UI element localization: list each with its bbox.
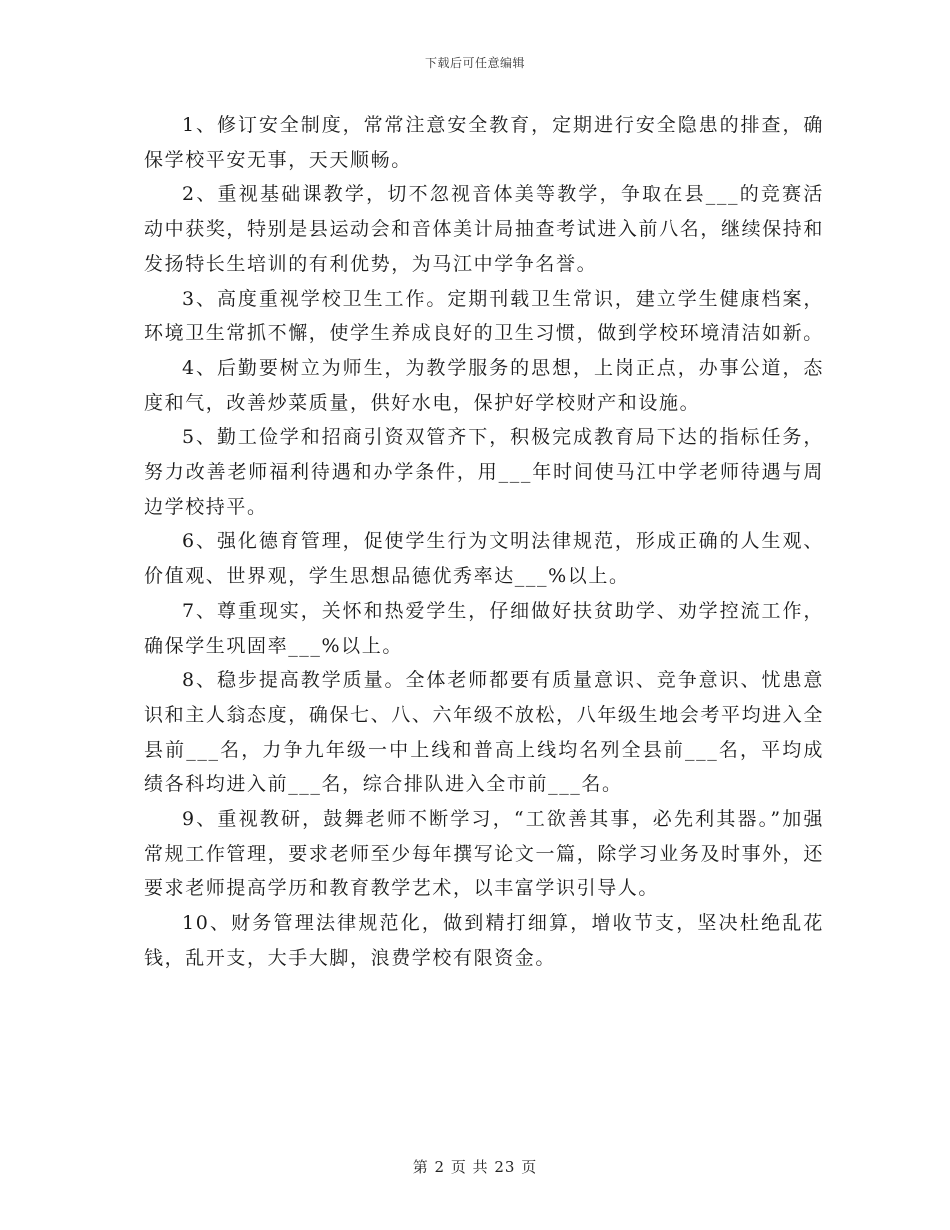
- list-item: 5、勤工俭学和招商引资双管齐下，积极完成教育局下达的指标任务，努力改善老师福利待遇和办学条件，用___年时间使马江中学老师待遇与周边学校持平。: [144, 426, 824, 518]
- list-item: 3、高度重视学校卫生工作。定期刊载卫生常识，建立学生健康档案，环境卫生常抓不懈，使学生养成良好的卫生习惯，做到学校环境清洁如新。: [144, 287, 824, 345]
- document-body: [144, 108, 824, 976]
- page-header-note: 下载后可任意编辑: [424, 56, 525, 70]
- list-item: 9、重视教研，鼓舞老师不断学习，“工欲善其事，必先利其器。”加强常规工作管理，要求老师至少每年撰写论文一篇，除学习业务及时事外，还要求老师提高学历和教育教学艺术，以丰富学识引导人。: [144, 808, 824, 900]
- page-number: 第 2 页 共 23 页: [412, 1158, 538, 1176]
- list-item: 4、后勤要树立为师生，为教学服务的思想，上岗正点，办事公道，态度和气，改善炒菜质量，供好水电，保护好学校财产和设施。: [144, 356, 824, 414]
- list-item: 1、修订安全制度，常常注意安全教育，定期进行安全隐患的排查，确保学校平安无事，天天顺畅。: [144, 114, 824, 171]
- list-item: 7、尊重现实，关怀和热爱学生，仔细做好扶贫助学、劝学控流工作，确保学生巩固率___%以上。: [144, 599, 824, 657]
- list-item: 10、财务管理法律规范化，做到精打细算，增收节支，坚决杜绝乱花钱，乱开支，大手大脚，浪费学校有限资金。: [144, 912, 824, 969]
- list-item: 6、强化德育管理，促使学生行为文明法律规范，形成正确的人生观、价值观、世界观，学生思想品德优秀率达___%以上。: [144, 530, 824, 588]
- list-item: 2、重视基础课教学，切不忽视音体美等教学，争取在县___的竞赛活动中获奖，特别是县运动会和音体美计局抽查考试进入前八名，继续保持和发扬特长生培训的有利优势，为马江中学争名誉。: [144, 183, 824, 275]
- list-item: 8、稳步提高教学质量。全体老师都要有质量意识、竞争意识、忧患意识和主人翁态度，确保七、八、六年级不放松，八年级生地会考平均进入全县前___名，力争九年级一中上线和普高上线均名列全县前___名，平均成绩各科均进入前___名，综合排队进入全市前___名。: [144, 669, 824, 796]
